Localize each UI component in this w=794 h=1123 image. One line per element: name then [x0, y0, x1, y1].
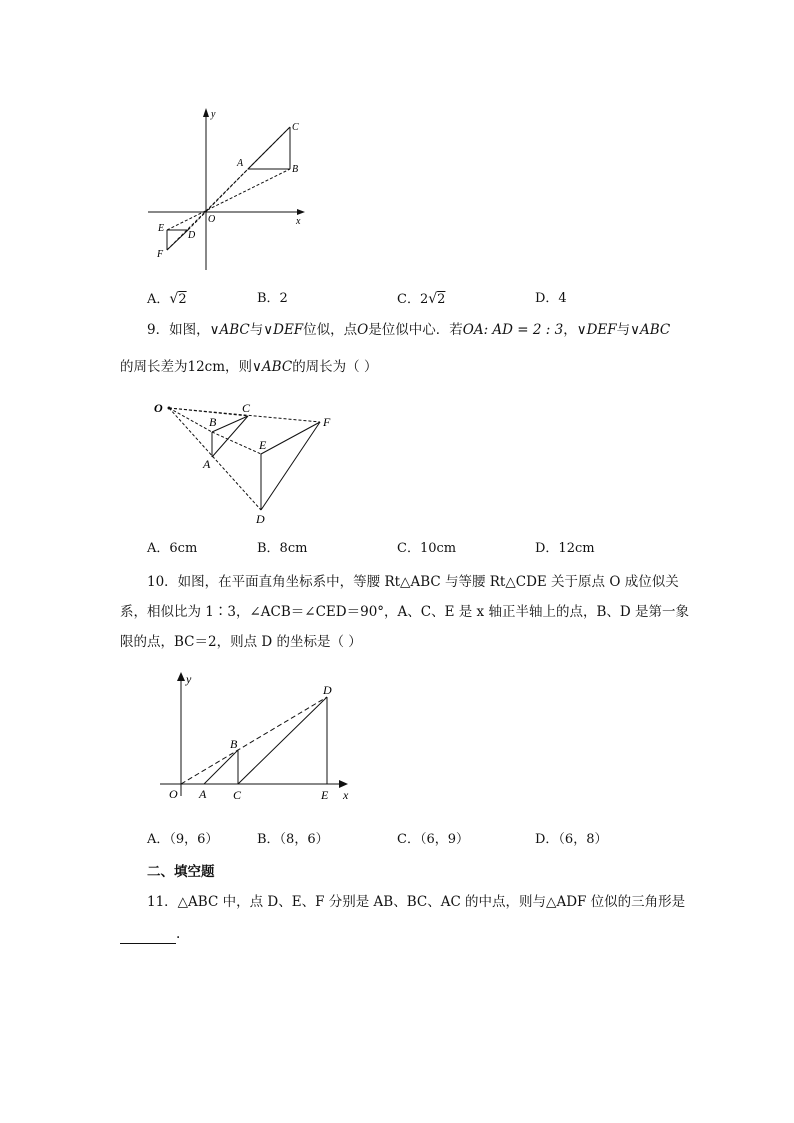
label-F: F [157, 249, 164, 260]
q8-option-c: C．2√2 [397, 291, 446, 307]
q10-line3: 限的点，BC＝2，则点 D 的坐标是（ ） [120, 634, 362, 650]
q10-line1: 10．如图，在平面直角坐标系中，等腰 Rt△ABC 与等腰 Rt△CDE 关于原点 O 成位似关 [147, 574, 679, 590]
q10-option-c: C．（6，9） [397, 832, 469, 847]
label-E: E [158, 223, 165, 234]
label-B: B [230, 737, 238, 751]
label-y: y [211, 109, 216, 120]
label-E: E [259, 438, 267, 452]
figure-q10 [160, 668, 360, 808]
label-D: D [256, 512, 265, 526]
label-D: D [188, 230, 196, 241]
x-axis-arrow [339, 780, 348, 788]
q8-option-b: B．2 [257, 291, 288, 306]
answer-blank[interactable] [120, 929, 176, 944]
figure-q9 [145, 395, 345, 530]
label-B: B [292, 164, 299, 175]
label-O: O [154, 401, 163, 415]
label-x: x [296, 216, 301, 227]
label-A: A [203, 457, 211, 471]
y-axis-arrow [177, 672, 185, 681]
q10-option-d: D．（6，8） [535, 832, 608, 847]
label-B: B [209, 415, 217, 429]
label-C: C [292, 122, 299, 133]
section-title: 二、填空题 [147, 864, 215, 880]
q9-line2: 的周长差为12cm，则∨ABC的周长为（ ） [120, 359, 378, 375]
x-axis-arrow [297, 209, 305, 215]
q11-line1: 11．△ABC 中，点 D、E、F 分别是 AB、BC、AC 的中点，则与△ADF 位似的三角形是 [147, 894, 686, 910]
label-y: y [186, 672, 192, 686]
sqrt-symbol: √ [428, 291, 438, 307]
q8-option-a: A．√2 [147, 291, 187, 307]
label-C: C [233, 788, 242, 802]
y-axis-arrow [203, 108, 209, 117]
q9-option-c: C．10cm [397, 541, 457, 556]
q10-option-a: A．（9，6） [147, 832, 219, 847]
label-D: D [323, 683, 332, 697]
label-x: x [343, 788, 349, 802]
label-A: A [237, 158, 244, 169]
q9-option-a: A．6cm [147, 541, 198, 556]
figure-q8 [140, 100, 320, 280]
label-C: C [242, 401, 251, 415]
label-A: A [199, 787, 207, 801]
q9-option-d: D．12cm [535, 541, 595, 556]
label-O: O [169, 787, 178, 801]
sqrt-symbol: √ [169, 291, 179, 307]
q10-line2: 系，相似比为 1∶3，∠ACB＝∠CED＝90°，A、C、E 是 x 轴正半轴上的点，B、D 是第一象 [120, 604, 689, 620]
label-O: O [208, 214, 216, 225]
q8-option-d: D．4 [535, 291, 567, 306]
q9-option-b: B．8cm [257, 541, 308, 556]
label-E: E [321, 788, 329, 802]
label-F: F [323, 415, 331, 429]
q11-line2: . [120, 924, 180, 944]
q10-option-b: B．（8，6） [257, 832, 329, 847]
q9-line1: 9．如图，∨ABC与∨DEF位似，点O是位似中心．若OA: AD = 2 : 3，∨DEF与∨ABC [147, 322, 671, 338]
